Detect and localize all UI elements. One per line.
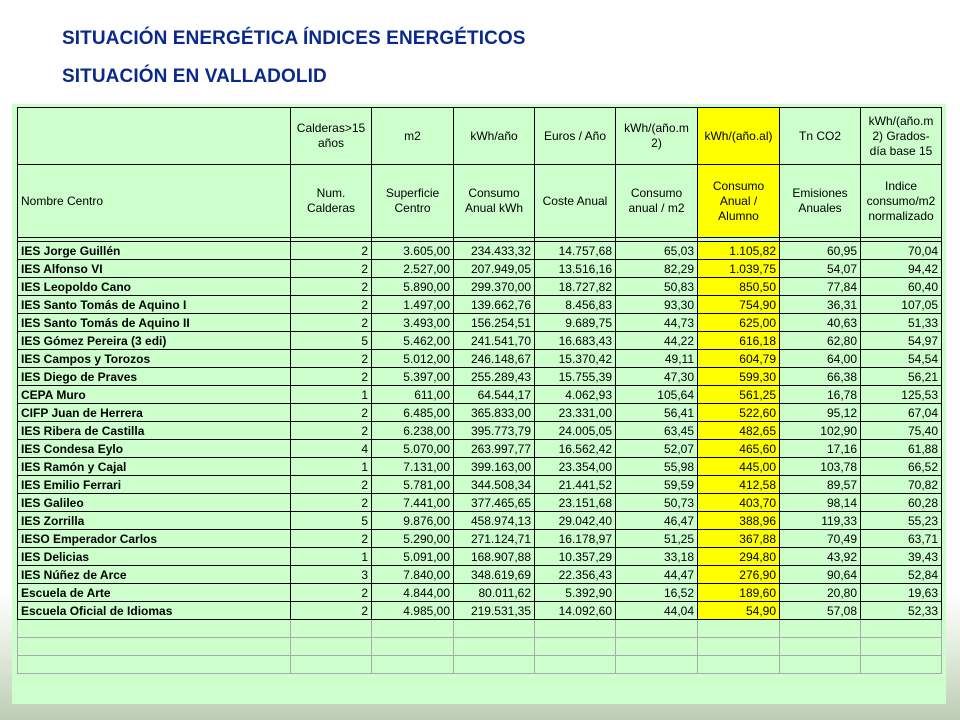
value-cell: 105,64	[616, 386, 698, 404]
value-cell: 60,40	[861, 278, 942, 296]
centre-name-cell: IES Núñez de Arce	[18, 566, 291, 584]
value-cell: 5.290,00	[372, 530, 454, 548]
value-cell: 16.178,97	[535, 530, 616, 548]
empty-cell	[535, 656, 616, 674]
value-cell: 75,40	[861, 422, 942, 440]
value-cell: 33,18	[616, 548, 698, 566]
value-cell: 70,49	[780, 530, 861, 548]
value-cell: 395.773,79	[454, 422, 535, 440]
value-cell: 263.997,77	[454, 440, 535, 458]
value-cell: 3.493,00	[372, 314, 454, 332]
value-cell: 5	[291, 332, 372, 350]
value-cell: 98,14	[780, 494, 861, 512]
column-header: Nombre Centro	[18, 165, 291, 238]
value-cell: 561,25	[698, 386, 780, 404]
value-cell: 2	[291, 242, 372, 260]
empty-cell	[18, 656, 291, 674]
empty-cell	[861, 638, 942, 656]
unit-cell: kWh/año	[454, 108, 535, 165]
value-cell: 5.890,00	[372, 278, 454, 296]
empty-cell	[372, 620, 454, 638]
value-cell: 604,79	[698, 350, 780, 368]
column-header: Superficie Centro	[372, 165, 454, 238]
value-cell: 89,57	[780, 476, 861, 494]
value-cell: 5.397,00	[372, 368, 454, 386]
value-cell: 62,80	[780, 332, 861, 350]
value-cell: 67,04	[861, 404, 942, 422]
value-cell: 49,11	[616, 350, 698, 368]
value-cell: 271.124,71	[454, 530, 535, 548]
value-cell: 54,07	[780, 260, 861, 278]
value-cell: 50,83	[616, 278, 698, 296]
value-cell: 103,78	[780, 458, 861, 476]
value-cell: 23.354,00	[535, 458, 616, 476]
value-cell: 54,54	[861, 350, 942, 368]
empty-row	[18, 638, 942, 656]
empty-cell	[780, 620, 861, 638]
value-cell: 60,95	[780, 242, 861, 260]
table-row	[18, 350, 942, 368]
value-cell: 139.662,76	[454, 296, 535, 314]
table-row	[18, 314, 942, 332]
value-cell: 64.544,17	[454, 386, 535, 404]
value-cell: 22.356,43	[535, 566, 616, 584]
value-cell: 19,63	[861, 584, 942, 602]
value-cell: 66,52	[861, 458, 942, 476]
empty-cell	[780, 656, 861, 674]
page-title: SITUACIÓN ENERGÉTICA ÍNDICES ENERGÉTICOS	[62, 28, 526, 49]
value-cell: 6.238,00	[372, 422, 454, 440]
value-cell: 63,71	[861, 530, 942, 548]
value-cell: 57,08	[780, 602, 861, 620]
table-row	[18, 422, 942, 440]
table-row	[18, 566, 942, 584]
table-row	[18, 476, 942, 494]
value-cell: 388,96	[698, 512, 780, 530]
value-cell: 7.441,00	[372, 494, 454, 512]
value-cell: 54,90	[698, 602, 780, 620]
empty-cell	[861, 620, 942, 638]
value-cell: 44,47	[616, 566, 698, 584]
value-cell: 60,28	[861, 494, 942, 512]
unit-cell: Calderas>15 años	[291, 108, 372, 165]
value-cell: 2	[291, 404, 372, 422]
table-body	[18, 108, 942, 674]
value-cell: 465,60	[698, 440, 780, 458]
table-row	[18, 458, 942, 476]
value-cell: 2.527,00	[372, 260, 454, 278]
column-header: Consumo Anual kWh	[454, 165, 535, 238]
value-cell: 51,25	[616, 530, 698, 548]
value-cell: 5.462,00	[372, 332, 454, 350]
table-row	[18, 332, 942, 350]
value-cell: 482,65	[698, 422, 780, 440]
centre-name-cell: Escuela Oficial de Idiomas	[18, 602, 291, 620]
empty-cell	[616, 638, 698, 656]
value-cell: 1.497,00	[372, 296, 454, 314]
value-cell: 23.151,68	[535, 494, 616, 512]
spreadsheet	[12, 104, 946, 704]
value-cell: 10.357,29	[535, 548, 616, 566]
value-cell: 2	[291, 494, 372, 512]
value-cell: 276,90	[698, 566, 780, 584]
value-cell: 16.562,42	[535, 440, 616, 458]
unit-cell: Euros / Año	[535, 108, 616, 165]
value-cell: 63,45	[616, 422, 698, 440]
value-cell: 95,12	[780, 404, 861, 422]
table-row	[18, 440, 942, 458]
value-cell: 55,23	[861, 512, 942, 530]
table-row	[18, 368, 942, 386]
value-cell: 65,03	[616, 242, 698, 260]
table-row	[18, 494, 942, 512]
value-cell: 219.531,35	[454, 602, 535, 620]
value-cell: 377.465,65	[454, 494, 535, 512]
value-cell: 9.689,75	[535, 314, 616, 332]
empty-cell	[535, 620, 616, 638]
centre-name-cell: IES Emilio Ferrari	[18, 476, 291, 494]
centre-name-cell: IES Condesa Eylo	[18, 440, 291, 458]
empty-cell	[18, 638, 291, 656]
value-cell: 44,22	[616, 332, 698, 350]
centre-name-cell: IES Santo Tomás de Aquino II	[18, 314, 291, 332]
centre-name-cell: IES Ribera de Castilla	[18, 422, 291, 440]
value-cell: 365.833,00	[454, 404, 535, 422]
centre-name-cell: IES Zorrilla	[18, 512, 291, 530]
value-cell: 4.062,93	[535, 386, 616, 404]
centre-name-cell: IES Delicias	[18, 548, 291, 566]
value-cell: 52,84	[861, 566, 942, 584]
empty-cell	[291, 656, 372, 674]
table-row	[18, 296, 942, 314]
value-cell: 55,98	[616, 458, 698, 476]
value-cell: 403,70	[698, 494, 780, 512]
value-cell: 46,47	[616, 512, 698, 530]
value-cell: 2	[291, 530, 372, 548]
value-cell: 2	[291, 350, 372, 368]
value-cell: 4.844,00	[372, 584, 454, 602]
value-cell: 2	[291, 584, 372, 602]
value-cell: 2	[291, 602, 372, 620]
centre-name-cell: IES Ramón y Cajal	[18, 458, 291, 476]
empty-cell	[861, 656, 942, 674]
value-cell: 5.781,00	[372, 476, 454, 494]
column-header: Indice consumo/m2 normalizado	[861, 165, 942, 238]
value-cell: 246.148,67	[454, 350, 535, 368]
value-cell: 70,82	[861, 476, 942, 494]
empty-cell	[454, 656, 535, 674]
value-cell: 241.541,70	[454, 332, 535, 350]
empty-cell	[698, 638, 780, 656]
value-cell: 9.876,00	[372, 512, 454, 530]
empty-cell	[291, 638, 372, 656]
centre-name-cell: IES Santo Tomás de Aquino I	[18, 296, 291, 314]
value-cell: 2	[291, 314, 372, 332]
empty-cell	[698, 656, 780, 674]
value-cell: 40,63	[780, 314, 861, 332]
unit-cell	[18, 108, 291, 165]
value-cell: 15.755,39	[535, 368, 616, 386]
value-cell: 16,52	[616, 584, 698, 602]
column-header: Consumo Anual / Alumno	[698, 165, 780, 238]
energy-table	[17, 107, 942, 674]
value-cell: 90,64	[780, 566, 861, 584]
value-cell: 13.516,16	[535, 260, 616, 278]
unit-cell: m2	[372, 108, 454, 165]
value-cell: 8.456,83	[535, 296, 616, 314]
value-cell: 17,16	[780, 440, 861, 458]
value-cell: 119,33	[780, 512, 861, 530]
value-cell: 2	[291, 296, 372, 314]
value-cell: 445,00	[698, 458, 780, 476]
value-cell: 1	[291, 548, 372, 566]
value-cell: 52,33	[861, 602, 942, 620]
empty-cell	[454, 638, 535, 656]
value-cell: 5.091,00	[372, 548, 454, 566]
empty-cell	[616, 620, 698, 638]
value-cell: 23.331,00	[535, 404, 616, 422]
value-cell: 1	[291, 386, 372, 404]
value-cell: 3.605,00	[372, 242, 454, 260]
value-cell: 5	[291, 512, 372, 530]
value-cell: 56,41	[616, 404, 698, 422]
table-row	[18, 386, 942, 404]
column-header: Emisiones Anuales	[780, 165, 861, 238]
unit-cell: kWh/(año.m 2)	[616, 108, 698, 165]
value-cell: 125,53	[861, 386, 942, 404]
centre-name-cell: CEPA Muro	[18, 386, 291, 404]
value-cell: 24.005,05	[535, 422, 616, 440]
centre-name-cell: IES Leopoldo Cano	[18, 278, 291, 296]
value-cell: 156.254,51	[454, 314, 535, 332]
value-cell: 5.070,00	[372, 440, 454, 458]
value-cell: 18.727,82	[535, 278, 616, 296]
value-cell: 2	[291, 278, 372, 296]
value-cell: 16.683,43	[535, 332, 616, 350]
value-cell: 5.392,90	[535, 584, 616, 602]
table-row	[18, 278, 942, 296]
value-cell: 3	[291, 566, 372, 584]
value-cell: 754,90	[698, 296, 780, 314]
centre-name-cell: IES Campos y Torozos	[18, 350, 291, 368]
value-cell: 56,21	[861, 368, 942, 386]
page-subtitle: SITUACIÓN EN VALLADOLID	[62, 66, 327, 87]
value-cell: 367,88	[698, 530, 780, 548]
value-cell: 412,58	[698, 476, 780, 494]
empty-cell	[454, 620, 535, 638]
value-cell: 7.840,00	[372, 566, 454, 584]
value-cell: 599,30	[698, 368, 780, 386]
empty-cell	[535, 638, 616, 656]
value-cell: 52,07	[616, 440, 698, 458]
value-cell: 2	[291, 476, 372, 494]
centre-name-cell: CIFP Juan de Herrera	[18, 404, 291, 422]
value-cell: 1	[291, 458, 372, 476]
empty-row	[18, 620, 942, 638]
value-cell: 344.508,34	[454, 476, 535, 494]
value-cell: 15.370,42	[535, 350, 616, 368]
centre-name-cell: IES Gómez Pereira (3 edi)	[18, 332, 291, 350]
centre-name-cell: Escuela de Arte	[18, 584, 291, 602]
empty-cell	[698, 620, 780, 638]
value-cell: 66,38	[780, 368, 861, 386]
table-row	[18, 584, 942, 602]
unit-cell: kWh/(año.m 2) Grados-día base 15	[861, 108, 942, 165]
value-cell: 14.757,68	[535, 242, 616, 260]
value-cell: 94,42	[861, 260, 942, 278]
centre-name-cell: IES Jorge Guillén	[18, 242, 291, 260]
value-cell: 1.105,82	[698, 242, 780, 260]
value-cell: 14.092,60	[535, 602, 616, 620]
column-header: Consumo anual / m2	[616, 165, 698, 238]
value-cell: 51,33	[861, 314, 942, 332]
value-cell: 70,04	[861, 242, 942, 260]
value-cell: 168.907,88	[454, 548, 535, 566]
value-cell: 255.289,43	[454, 368, 535, 386]
value-cell: 348.619,69	[454, 566, 535, 584]
value-cell: 294,80	[698, 548, 780, 566]
value-cell: 20,80	[780, 584, 861, 602]
centre-name-cell: IES Diego de Praves	[18, 368, 291, 386]
empty-cell	[291, 620, 372, 638]
value-cell: 625,00	[698, 314, 780, 332]
value-cell: 234.433,32	[454, 242, 535, 260]
value-cell: 458.974,13	[454, 512, 535, 530]
value-cell: 299.370,00	[454, 278, 535, 296]
value-cell: 189,60	[698, 584, 780, 602]
centre-name-cell: IES Alfonso VI	[18, 260, 291, 278]
table-row	[18, 548, 942, 566]
value-cell: 107,05	[861, 296, 942, 314]
value-cell: 77,84	[780, 278, 861, 296]
value-cell: 7.131,00	[372, 458, 454, 476]
value-cell: 616,18	[698, 332, 780, 350]
value-cell: 64,00	[780, 350, 861, 368]
table-row	[18, 242, 942, 260]
header-row	[18, 165, 942, 238]
centre-name-cell: IESO Emperador Carlos	[18, 530, 291, 548]
value-cell: 1.039,75	[698, 260, 780, 278]
value-cell: 50,73	[616, 494, 698, 512]
value-cell: 21.441,52	[535, 476, 616, 494]
value-cell: 54,97	[861, 332, 942, 350]
value-cell: 850,50	[698, 278, 780, 296]
value-cell: 43,92	[780, 548, 861, 566]
value-cell: 61,88	[861, 440, 942, 458]
table-row	[18, 404, 942, 422]
table-row	[18, 512, 942, 530]
table-row	[18, 602, 942, 620]
value-cell: 39,43	[861, 548, 942, 566]
value-cell: 93,30	[616, 296, 698, 314]
units-row	[18, 108, 942, 165]
value-cell: 16,78	[780, 386, 861, 404]
value-cell: 59,59	[616, 476, 698, 494]
value-cell: 29.042,40	[535, 512, 616, 530]
value-cell: 2	[291, 368, 372, 386]
value-cell: 5.012,00	[372, 350, 454, 368]
column-header: Coste Anual	[535, 165, 616, 238]
value-cell: 2	[291, 260, 372, 278]
unit-cell: kWh/(año.al)	[698, 108, 780, 165]
column-header: Num. Calderas	[291, 165, 372, 238]
unit-cell: Tn CO2	[780, 108, 861, 165]
table-row	[18, 530, 942, 548]
value-cell: 522,60	[698, 404, 780, 422]
empty-cell	[616, 656, 698, 674]
value-cell: 207.949,05	[454, 260, 535, 278]
table-row	[18, 260, 942, 278]
empty-row	[18, 656, 942, 674]
value-cell: 611,00	[372, 386, 454, 404]
value-cell: 80.011,62	[454, 584, 535, 602]
value-cell: 47,30	[616, 368, 698, 386]
value-cell: 44,04	[616, 602, 698, 620]
empty-cell	[780, 638, 861, 656]
value-cell: 82,29	[616, 260, 698, 278]
empty-cell	[18, 620, 291, 638]
value-cell: 2	[291, 422, 372, 440]
value-cell: 102,90	[780, 422, 861, 440]
value-cell: 6.485,00	[372, 404, 454, 422]
centre-name-cell: IES Galileo	[18, 494, 291, 512]
value-cell: 36,31	[780, 296, 861, 314]
value-cell: 44,73	[616, 314, 698, 332]
empty-cell	[372, 638, 454, 656]
empty-cell	[372, 656, 454, 674]
value-cell: 4	[291, 440, 372, 458]
value-cell: 399.163,00	[454, 458, 535, 476]
value-cell: 4.985,00	[372, 602, 454, 620]
